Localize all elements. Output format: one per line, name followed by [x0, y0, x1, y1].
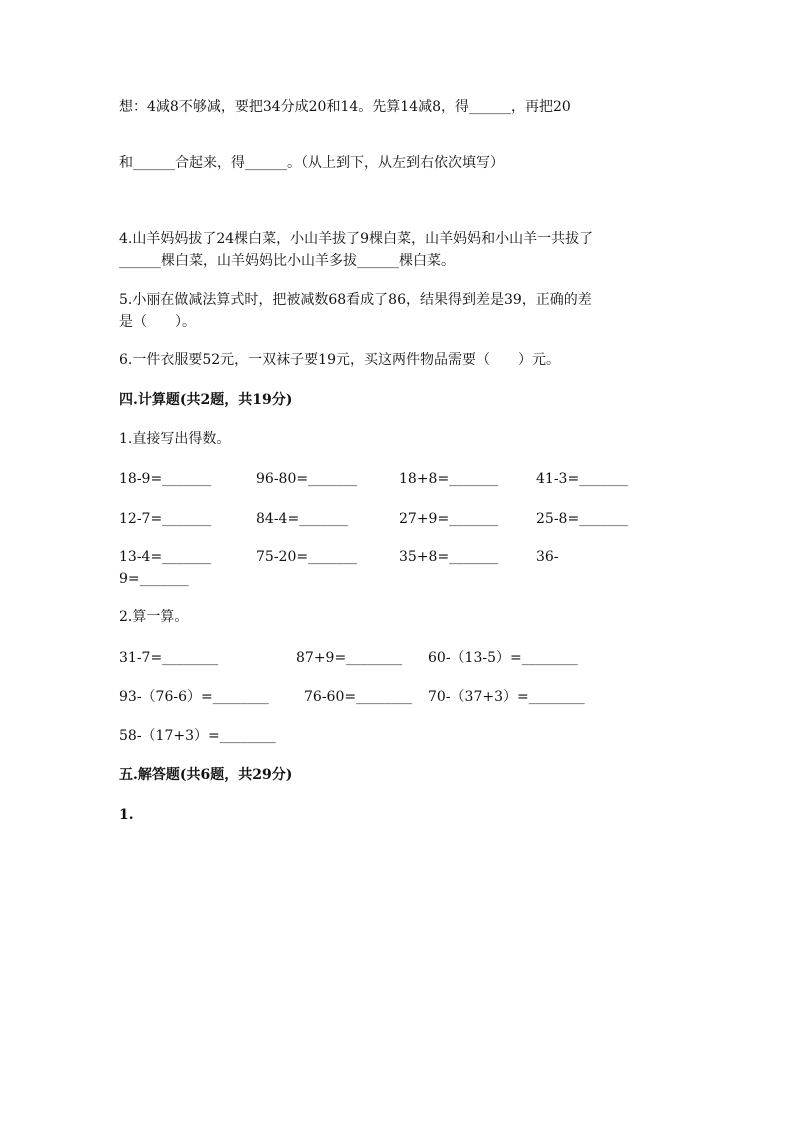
calc-item: 12-7=_______	[119, 511, 212, 527]
section-5-title: 五.解答题(共6题，共29分)	[119, 767, 293, 783]
calc-item: 84-4=_______	[256, 511, 349, 527]
calc-item: 96-80=_______	[256, 471, 358, 487]
calc-item: 18+8=_______	[399, 471, 499, 487]
section-5-question-1: 1.	[119, 807, 134, 823]
calc-item: 13-4=_______	[119, 549, 212, 565]
question-5-line-2: 是（ ）。	[119, 314, 196, 330]
calc-item: 25-8=_______	[536, 511, 629, 527]
calc-item: 18-9=_______	[119, 471, 212, 487]
calc-item: 27+9=_______	[399, 511, 499, 527]
calc-item: 36-	[536, 549, 559, 565]
intro-line-2: 和______合起来，得______。（从上到下，从左到右依次填写）	[119, 155, 504, 171]
calc-item: 58-（17+3）=________	[119, 728, 276, 744]
part-1-title: 1.直接写出得数。	[119, 431, 231, 447]
calc-item: 70-（37+3）=________	[428, 689, 585, 705]
calc-item: 35+8=_______	[399, 549, 499, 565]
question-5-line-1: 5.小丽在做减法算式时，把被减数68看成了86，结果得到差是39，正确的差	[119, 292, 592, 308]
calc-item: 93-（76-6）=________	[119, 689, 269, 705]
calc-item: 31-7=________	[119, 650, 219, 666]
calc-item: 41-3=_______	[536, 471, 629, 487]
question-6: 6.一件衣服要52元，一双袜子要19元，买这两件物品需要（ ）元。	[119, 352, 560, 368]
calc-item: 60-（13-5）=________	[428, 650, 578, 666]
calc-item-wrap: 9=_______	[119, 571, 189, 587]
question-4-line-2: ______棵白菜，山羊妈妈比小山羊多拔______棵白菜。	[119, 253, 455, 269]
part-2-title: 2.算一算。	[119, 609, 189, 625]
section-4-title: 四.计算题(共2题，共19分)	[119, 392, 293, 408]
calc-item: 75-20=_______	[256, 549, 358, 565]
intro-line-1: 想：4减8不够减，要把34分成20和14。先算14减8，得______，再把20	[119, 99, 571, 115]
calc-item: 76-60=________	[304, 689, 413, 705]
calc-item: 87+9=________	[296, 650, 403, 666]
question-4-line-1: 4.山羊妈妈拔了24棵白菜，小山羊拔了9棵白菜，山羊妈妈和小山羊一共拔了	[119, 231, 594, 247]
